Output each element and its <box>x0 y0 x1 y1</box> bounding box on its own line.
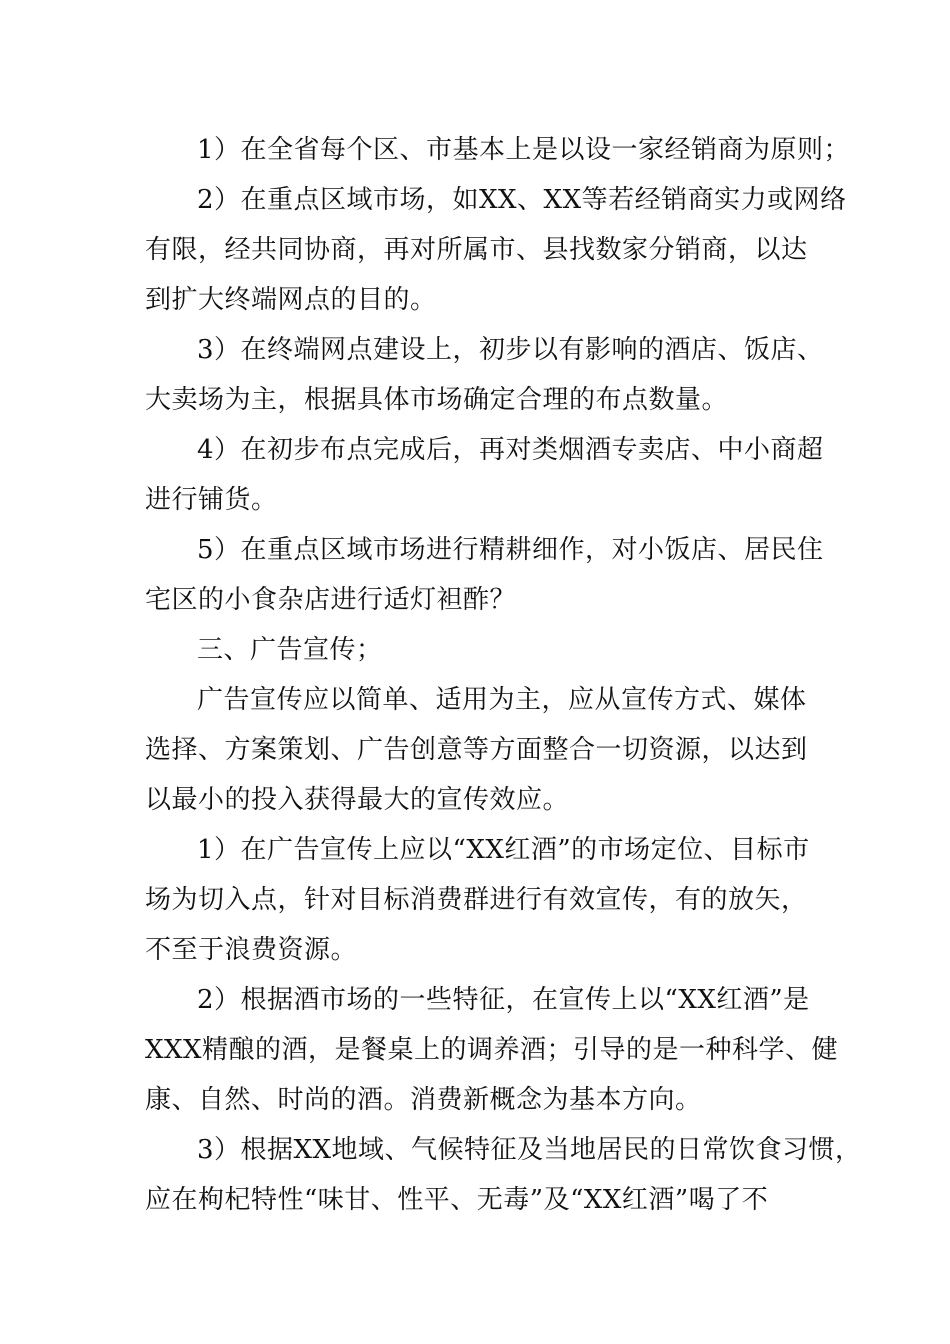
paragraph-line: 宅区的小食杂店进行适灯袒酢？ <box>145 585 517 615</box>
paragraph-line: 广告宣传应以简单、适用为主，应从宣传方式、媒体 <box>197 685 807 715</box>
paragraph-line: 不至于浪费资源。 <box>145 935 358 965</box>
paragraph-line: 场为切入点，针对目标消费群进行有效宣传，有的放矢， <box>145 885 808 915</box>
paragraph-line: 4）在初步布点完成后，再对类烟酒专卖店、中小商超 <box>197 435 824 465</box>
paragraph-line: 2）根据酒市场的一些特征，在宣传上以“XX红酒”是 <box>197 985 810 1015</box>
paragraph-line: 1）在全省每个区、市基本上是以设一家经销商为原则； <box>197 135 851 165</box>
paragraph-line: 1）在广告宣传上应以“XX红酒”的市场定位、目标市 <box>197 835 810 865</box>
paragraph-line: 5）在重点区域市场进行精耕细作，对小饭店、居民住 <box>197 535 824 565</box>
paragraph-line: 大卖场为主，根据具体市场确定合理的布点数量。 <box>145 385 729 415</box>
paragraph-line: XXX精酿的酒，是餐桌上的调养酒；引导的是一种科学、健 <box>145 1035 839 1065</box>
paragraph-line: 康、自然、时尚的酒。消费新概念为基本方向。 <box>145 1085 702 1115</box>
paragraph-line: 以最小的投入获得最大的宣传效应。 <box>145 785 570 815</box>
paragraph-line: 选择、方案策划、广告创意等方面整合一切资源，以达到 <box>145 735 808 765</box>
paragraph-line: 到扩大终端网点的目的。 <box>145 285 437 315</box>
paragraph-line: 进行铺货。 <box>145 485 278 515</box>
paragraph-line: 3）在终端网点建设上，初步以有影响的酒店、饭店、 <box>197 335 824 365</box>
section-heading: 三、广告宣传； <box>197 635 383 665</box>
document-body <box>145 125 862 1225</box>
paragraph-line: 3）根据XX地域、气候特征及当地居民的日常饮食习惯， <box>197 1135 862 1165</box>
paragraph-line: 2）在重点区域市场，如XX、XX等若经销商实力或网络 <box>197 185 847 215</box>
paragraph-line: 应在枸杞特性“味甘、性平、无毒”及“XX红酒”喝了不 <box>145 1185 769 1215</box>
paragraph-line: 有限，经共同协商，再对所属市、县找数家分销商，以达 <box>145 235 808 265</box>
